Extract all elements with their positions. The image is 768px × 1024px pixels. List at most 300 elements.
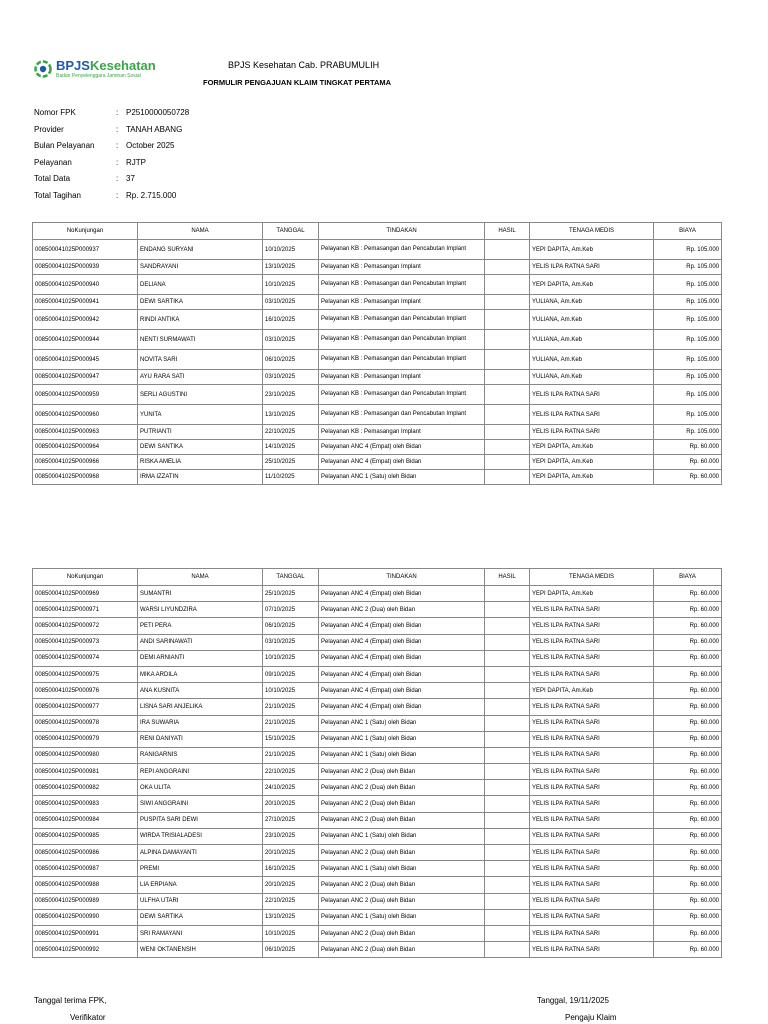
table-row xyxy=(33,310,722,330)
table-row xyxy=(33,764,722,780)
cell-result xyxy=(485,385,530,405)
summary-value: October 2025 xyxy=(126,141,175,150)
cell-cost: Rp. 60.000 xyxy=(654,796,722,812)
cell-result xyxy=(485,470,530,485)
cell-visit-date: 16/10/2025 xyxy=(263,310,319,330)
cell-medical-staff: YELIS ILPA RATNA SARI xyxy=(530,602,654,618)
summary-row xyxy=(34,125,189,142)
table-row xyxy=(33,699,722,715)
cell-cost: Rp. 60.000 xyxy=(654,699,722,715)
cell-cost: Rp. 105.000 xyxy=(654,295,722,310)
cell-result xyxy=(485,731,530,747)
cell-result xyxy=(485,350,530,370)
table-row xyxy=(33,828,722,844)
table-row xyxy=(33,925,722,941)
summary-colon: : xyxy=(116,124,119,134)
column-header-cost: BIAYA xyxy=(654,223,722,240)
bpjs-logo-icon xyxy=(34,60,52,78)
cell-cost: Rp. 105.000 xyxy=(654,425,722,440)
cell-visit-number: 008500041025P000959 xyxy=(33,385,138,405)
cell-procedure: Pelayanan ANC 2 (Dua) oleh Bidan xyxy=(319,893,485,909)
cell-patient-name: IRA SUWARIA xyxy=(138,715,263,731)
cell-visit-date: 03/10/2025 xyxy=(263,634,319,650)
cell-medical-staff: YELIS ILPA RATNA SARI xyxy=(530,715,654,731)
cell-cost: Rp. 60.000 xyxy=(654,764,722,780)
table-row xyxy=(33,650,722,666)
table-row xyxy=(33,470,722,485)
cell-cost: Rp. 105.000 xyxy=(654,330,722,350)
cell-procedure: Pelayanan ANC 4 (Empat) oleh Bidan xyxy=(319,455,485,470)
summary-value: P2510000050728 xyxy=(126,108,190,117)
cell-visit-number: 008500041025P000971 xyxy=(33,602,138,618)
cell-medical-staff: YELIS ILPA RATNA SARI xyxy=(530,747,654,763)
cell-visit-date: 14/10/2025 xyxy=(263,440,319,455)
cell-result xyxy=(485,780,530,796)
cell-result xyxy=(485,796,530,812)
cell-cost: Rp. 105.000 xyxy=(654,275,722,295)
cell-medical-staff: YULIANA, Am.Keb xyxy=(530,330,654,350)
cell-visit-date: 03/10/2025 xyxy=(263,295,319,310)
bpjs-logo xyxy=(34,58,184,84)
cell-patient-name: PETI PERA xyxy=(138,618,263,634)
column-header-result: HASIL xyxy=(485,223,530,240)
cell-patient-name: DELIANA xyxy=(138,275,263,295)
cell-procedure: Pelayanan KB : Pemasangan Implant xyxy=(319,260,485,275)
cell-result xyxy=(485,845,530,861)
claims-table-1 xyxy=(32,222,722,485)
cell-cost: Rp. 60.000 xyxy=(654,586,722,602)
cell-medical-staff: YELIS ILPA RATNA SARI xyxy=(530,925,654,941)
table-row xyxy=(33,861,722,877)
verifier-label: Verifikator xyxy=(70,1013,106,1022)
cell-visit-date: 24/10/2025 xyxy=(263,780,319,796)
cell-medical-staff: YULIANA, Am.Keb xyxy=(530,370,654,385)
summary-label: Total Data xyxy=(34,174,71,183)
cell-procedure: Pelayanan ANC 2 (Dua) oleh Bidan xyxy=(319,925,485,941)
cell-procedure: Pelayanan ANC 4 (Empat) oleh Bidan xyxy=(319,650,485,666)
table-row xyxy=(33,618,722,634)
form-title: FORMULIR PENGAJUAN KLAIM TINGKAT PERTAMA xyxy=(203,78,392,87)
table-row xyxy=(33,942,722,958)
column-header-visit-date: TANGGAL xyxy=(263,223,319,240)
cell-cost: Rp. 60.000 xyxy=(654,666,722,682)
cell-result xyxy=(485,893,530,909)
cell-procedure: Pelayanan KB : Pemasangan dan Pencabutan Implant xyxy=(319,405,485,425)
cell-patient-name: MIKA ARDILA xyxy=(138,666,263,682)
cell-visit-date: 10/10/2025 xyxy=(263,275,319,295)
cell-visit-date: 22/10/2025 xyxy=(263,764,319,780)
cell-medical-staff: YEPI DAPITA, Am.Keb xyxy=(530,470,654,485)
cell-visit-date: 20/10/2025 xyxy=(263,877,319,893)
cell-cost: Rp. 60.000 xyxy=(654,812,722,828)
cell-medical-staff: YEPI DAPITA, Am.Keb xyxy=(530,275,654,295)
cell-patient-name: DEWI SARTIKA xyxy=(138,295,263,310)
cell-cost: Rp. 105.000 xyxy=(654,240,722,260)
cell-visit-date: 23/10/2025 xyxy=(263,385,319,405)
cell-result xyxy=(485,260,530,275)
cell-patient-name: PUSPITA SARI DEWI xyxy=(138,812,263,828)
cell-procedure: Pelayanan ANC 2 (Dua) oleh Bidan xyxy=(319,780,485,796)
cell-medical-staff: YEPI DAPITA, Am.Keb xyxy=(530,455,654,470)
summary-colon: : xyxy=(116,190,119,200)
cell-visit-number: 008500041025P000991 xyxy=(33,925,138,941)
cell-procedure: Pelayanan ANC 2 (Dua) oleh Bidan xyxy=(319,845,485,861)
cell-visit-number: 008500041025P000982 xyxy=(33,780,138,796)
cell-medical-staff: YELIS ILPA RATNA SARI xyxy=(530,845,654,861)
cell-procedure: Pelayanan KB : Pemasangan dan Pencabutan Implant xyxy=(319,240,485,260)
logo-brand: BPJSKesehatan xyxy=(56,58,156,73)
cell-patient-name: YUNITA xyxy=(138,405,263,425)
table-row xyxy=(33,385,722,405)
cell-visit-number: 008500041025P000990 xyxy=(33,909,138,925)
cell-visit-number: 008500041025P000964 xyxy=(33,440,138,455)
summary-row xyxy=(34,174,189,191)
cell-visit-date: 27/10/2025 xyxy=(263,812,319,828)
cell-result xyxy=(485,812,530,828)
cell-procedure: Pelayanan KB : Pemasangan dan Pencabutan Implant xyxy=(319,310,485,330)
summary-value: 37 xyxy=(126,174,135,183)
column-header-visit-number: NoKunjungan xyxy=(33,569,138,586)
cell-patient-name: ALPINA DAMAYANTI xyxy=(138,845,263,861)
cell-cost: Rp. 60.000 xyxy=(654,893,722,909)
cell-visit-date: 07/10/2025 xyxy=(263,602,319,618)
cell-cost: Rp. 105.000 xyxy=(654,260,722,275)
applicant-label: Pengaju Klaim xyxy=(565,1013,617,1022)
cell-visit-date: 13/10/2025 xyxy=(263,405,319,425)
cell-patient-name: SANDRAYANI xyxy=(138,260,263,275)
cell-cost: Rp. 60.000 xyxy=(654,747,722,763)
claim-summary xyxy=(34,108,189,207)
cell-procedure: Pelayanan ANC 2 (Dua) oleh Bidan xyxy=(319,602,485,618)
cell-cost: Rp. 60.000 xyxy=(654,877,722,893)
table-row xyxy=(33,731,722,747)
cell-result xyxy=(485,715,530,731)
cell-patient-name: NENTI SURMAWATI xyxy=(138,330,263,350)
cell-visit-date: 10/10/2025 xyxy=(263,240,319,260)
cell-visit-number: 008500041025P000988 xyxy=(33,877,138,893)
cell-procedure: Pelayanan KB : Pemasangan Implant xyxy=(319,370,485,385)
cell-cost: Rp. 60.000 xyxy=(654,602,722,618)
table-row xyxy=(33,634,722,650)
summary-row xyxy=(34,158,189,175)
cell-visit-date: 20/10/2025 xyxy=(263,845,319,861)
table-row xyxy=(33,845,722,861)
cell-cost: Rp. 60.000 xyxy=(654,440,722,455)
cell-result xyxy=(485,925,530,941)
cell-result xyxy=(485,861,530,877)
cell-result xyxy=(485,330,530,350)
received-date-label: Tanggal terima FPK, xyxy=(34,996,107,1005)
cell-visit-number: 008500041025P000966 xyxy=(33,455,138,470)
cell-result xyxy=(485,666,530,682)
cell-cost: Rp. 60.000 xyxy=(654,828,722,844)
column-header-procedure: TINDAKAN xyxy=(319,223,485,240)
cell-cost: Rp. 60.000 xyxy=(654,909,722,925)
table-row xyxy=(33,780,722,796)
cell-patient-name: ENDANG SURYANI xyxy=(138,240,263,260)
cell-medical-staff: YELIS ILPA RATNA SARI xyxy=(530,893,654,909)
table-row xyxy=(33,405,722,425)
cell-cost: Rp. 105.000 xyxy=(654,310,722,330)
cell-patient-name: ULFHA UTARI xyxy=(138,893,263,909)
cell-medical-staff: YULIANA, Am.Keb xyxy=(530,350,654,370)
table-row xyxy=(33,275,722,295)
cell-medical-staff: YELIS ILPA RATNA SARI xyxy=(530,909,654,925)
cell-visit-date: 16/10/2025 xyxy=(263,861,319,877)
cell-visit-number: 008500041025P000975 xyxy=(33,666,138,682)
cell-procedure: Pelayanan ANC 2 (Dua) oleh Bidan xyxy=(319,764,485,780)
cell-procedure: Pelayanan ANC 2 (Dua) oleh Bidan xyxy=(319,942,485,958)
cell-cost: Rp. 60.000 xyxy=(654,845,722,861)
cell-cost: Rp. 60.000 xyxy=(654,650,722,666)
cell-medical-staff: YELIS ILPA RATNA SARI xyxy=(530,764,654,780)
cell-result xyxy=(485,370,530,385)
cell-result xyxy=(485,602,530,618)
cell-patient-name: WARSI LIYUNDZIRA xyxy=(138,602,263,618)
cell-medical-staff: YULIANA, Am.Keb xyxy=(530,310,654,330)
cell-patient-name: SERLI AGUSTINI xyxy=(138,385,263,405)
cell-patient-name: SUMANTRI xyxy=(138,586,263,602)
cell-visit-number: 008500041025P000984 xyxy=(33,812,138,828)
cell-medical-staff: YEPI DAPITA, Am.Keb xyxy=(530,240,654,260)
cell-patient-name: ANA KUSNITA xyxy=(138,683,263,699)
cell-visit-date: 21/10/2025 xyxy=(263,699,319,715)
cell-visit-number: 008500041025P000941 xyxy=(33,295,138,310)
cell-procedure: Pelayanan ANC 2 (Dua) oleh Bidan xyxy=(319,877,485,893)
summary-colon: : xyxy=(116,108,119,117)
cell-visit-number: 008500041025P000969 xyxy=(33,586,138,602)
cell-visit-date: 13/10/2025 xyxy=(263,260,319,275)
cell-visit-date: 03/10/2025 xyxy=(263,370,319,385)
logo-subtitle: Badan Penyelenggara Jaminan Sosial xyxy=(56,73,141,79)
cell-result xyxy=(485,425,530,440)
claims-table-2 xyxy=(32,568,722,958)
summary-label: Bulan Pelayanan xyxy=(34,141,95,150)
cell-result xyxy=(485,440,530,455)
cell-patient-name: RANIGARNIS xyxy=(138,747,263,763)
cell-patient-name: OKA ULITA xyxy=(138,780,263,796)
cell-medical-staff: YELIS ILPA RATNA SARI xyxy=(530,861,654,877)
table-row xyxy=(33,666,722,682)
table-row xyxy=(33,295,722,310)
cell-procedure: Pelayanan KB : Pemasangan dan Pencabutan Implant xyxy=(319,350,485,370)
cell-patient-name: IRMA IZZATIN xyxy=(138,470,263,485)
cell-cost: Rp. 60.000 xyxy=(654,683,722,699)
cell-visit-number: 008500041025P000963 xyxy=(33,425,138,440)
cell-patient-name: DEMI ARNIANTI xyxy=(138,650,263,666)
table-row xyxy=(33,425,722,440)
cell-patient-name: SRI RAMAYANI xyxy=(138,925,263,941)
cell-patient-name: REPI ANGGRAINI xyxy=(138,764,263,780)
table-row xyxy=(33,455,722,470)
cell-result xyxy=(485,764,530,780)
cell-patient-name: WIRDA TRISIALADESI xyxy=(138,828,263,844)
cell-visit-date: 10/10/2025 xyxy=(263,650,319,666)
summary-row xyxy=(34,108,189,125)
cell-result xyxy=(485,275,530,295)
summary-value: Rp. 2.715.000 xyxy=(126,190,177,200)
summary-row xyxy=(34,141,189,158)
cell-visit-date: 11/10/2025 xyxy=(263,470,319,485)
cell-result xyxy=(485,683,530,699)
cell-cost: Rp. 60.000 xyxy=(654,925,722,941)
cell-visit-date: 13/10/2025 xyxy=(263,909,319,925)
table-row xyxy=(33,683,722,699)
column-header-cost: BIAYA xyxy=(654,569,722,586)
cell-result xyxy=(485,295,530,310)
cell-cost: Rp. 105.000 xyxy=(654,405,722,425)
cell-visit-number: 008500041025P000968 xyxy=(33,470,138,485)
summary-row xyxy=(34,191,189,208)
cell-result xyxy=(485,650,530,666)
table-row xyxy=(33,715,722,731)
cell-visit-number: 008500041025P000986 xyxy=(33,845,138,861)
cell-cost: Rp. 105.000 xyxy=(654,385,722,405)
cell-patient-name: RISKA AMELIA xyxy=(138,455,263,470)
cell-visit-date: 22/10/2025 xyxy=(263,893,319,909)
cell-medical-staff: YELIS ILPA RATNA SARI xyxy=(530,828,654,844)
cell-visit-date: 06/10/2025 xyxy=(263,942,319,958)
table-row xyxy=(33,370,722,385)
summary-colon: : xyxy=(116,174,119,183)
cell-cost: Rp. 60.000 xyxy=(654,618,722,634)
cell-patient-name: AYU RARA SATI xyxy=(138,370,263,385)
cell-cost: Rp. 60.000 xyxy=(654,715,722,731)
column-header-procedure: TINDAKAN xyxy=(319,569,485,586)
cell-patient-name: DEWI SARTIKA xyxy=(138,909,263,925)
cell-medical-staff: YELIS ILPA RATNA SARI xyxy=(530,618,654,634)
cell-visit-number: 008500041025P000940 xyxy=(33,275,138,295)
summary-label: Pelayanan xyxy=(34,157,72,167)
cell-procedure: Pelayanan KB : Pemasangan dan Pencabutan Implant xyxy=(319,385,485,405)
cell-result xyxy=(485,455,530,470)
cell-result xyxy=(485,828,530,844)
cell-visit-number: 008500041025P000981 xyxy=(33,764,138,780)
cell-medical-staff: YELIS ILPA RATNA SARI xyxy=(530,260,654,275)
cell-visit-date: 09/10/2025 xyxy=(263,666,319,682)
cell-result xyxy=(485,634,530,650)
table-row xyxy=(33,260,722,275)
cell-result xyxy=(485,240,530,260)
cell-medical-staff: YELIS ILPA RATNA SARI xyxy=(530,385,654,405)
cell-medical-staff: YELIS ILPA RATNA SARI xyxy=(530,877,654,893)
cell-visit-number: 008500041025P000983 xyxy=(33,796,138,812)
cell-medical-staff: YELIS ILPA RATNA SARI xyxy=(530,405,654,425)
cell-procedure: Pelayanan ANC 1 (Satu) oleh Bidan xyxy=(319,731,485,747)
table-row xyxy=(33,812,722,828)
cell-medical-staff: YELIS ILPA RATNA SARI xyxy=(530,942,654,958)
cell-medical-staff: YEPI DAPITA, Am.Keb xyxy=(530,586,654,602)
cell-visit-date: 06/10/2025 xyxy=(263,618,319,634)
cell-cost: Rp. 60.000 xyxy=(654,780,722,796)
cell-visit-date: 20/10/2025 xyxy=(263,796,319,812)
cell-procedure: Pelayanan ANC 4 (Empat) oleh Bidan xyxy=(319,440,485,455)
cell-result xyxy=(485,405,530,425)
cell-patient-name: ANDI SARINAWATI xyxy=(138,634,263,650)
cell-medical-staff: YELIS ILPA RATNA SARI xyxy=(530,650,654,666)
cell-visit-date: 23/10/2025 xyxy=(263,828,319,844)
summary-value: RJTP xyxy=(126,157,146,167)
cell-procedure: Pelayanan ANC 4 (Empat) oleh Bidan xyxy=(319,666,485,682)
cell-procedure: Pelayanan ANC 4 (Empat) oleh Bidan xyxy=(319,699,485,715)
cell-result xyxy=(485,699,530,715)
cell-result xyxy=(485,618,530,634)
column-header-visit-number: NoKunjungan xyxy=(33,223,138,240)
summary-colon: : xyxy=(116,157,119,167)
cell-procedure: Pelayanan KB : Pemasangan dan Pencabutan Implant xyxy=(319,275,485,295)
cell-visit-number: 008500041025P000985 xyxy=(33,828,138,844)
cell-visit-number: 008500041025P000976 xyxy=(33,683,138,699)
cell-patient-name: RENI DANIYATI xyxy=(138,731,263,747)
cell-medical-staff: YEPI DAPITA, Am.Keb xyxy=(530,440,654,455)
cell-cost: Rp. 60.000 xyxy=(654,861,722,877)
cell-result xyxy=(485,877,530,893)
cell-procedure: Pelayanan ANC 2 (Dua) oleh Bidan xyxy=(319,812,485,828)
cell-patient-name: PREMI xyxy=(138,861,263,877)
cell-visit-number: 008500041025P000942 xyxy=(33,310,138,330)
cell-procedure: Pelayanan ANC 1 (Satu) oleh Bidan xyxy=(319,715,485,731)
cell-patient-name: LISNA SARI ANJELIKA xyxy=(138,699,263,715)
cell-visit-date: 15/10/2025 xyxy=(263,731,319,747)
cell-medical-staff: YELIS ILPA RATNA SARI xyxy=(530,425,654,440)
column-header-medical-staff: TENAGA MEDIS xyxy=(530,569,654,586)
cell-procedure: Pelayanan KB : Pemasangan dan Pencabutan Implant xyxy=(319,330,485,350)
table-row xyxy=(33,602,722,618)
cell-patient-name: SIWI ANGGRAINI xyxy=(138,796,263,812)
cell-visit-date: 25/10/2025 xyxy=(263,586,319,602)
summary-colon: : xyxy=(116,141,119,150)
cell-visit-number: 008500041025P000989 xyxy=(33,893,138,909)
cell-patient-name: DEWI SANTIKA xyxy=(138,440,263,455)
cell-patient-name: WENI OKTANENSIH xyxy=(138,942,263,958)
cell-patient-name: RINDI ANTIKA xyxy=(138,310,263,330)
cell-result xyxy=(485,310,530,330)
cell-medical-staff: YULIANA, Am.Keb xyxy=(530,295,654,310)
table-row xyxy=(33,747,722,763)
summary-label: Nomor FPK xyxy=(34,108,76,117)
cell-patient-name: LIA ERPIANA xyxy=(138,877,263,893)
table-header-row xyxy=(33,223,722,240)
column-header-visit-date: TANGGAL xyxy=(263,569,319,586)
cell-visit-number: 008500041025P000939 xyxy=(33,260,138,275)
cell-procedure: Pelayanan ANC 4 (Empat) oleh Bidan xyxy=(319,683,485,699)
cell-visit-number: 008500041025P000945 xyxy=(33,350,138,370)
cell-medical-staff: YELIS ILPA RATNA SARI xyxy=(530,699,654,715)
cell-patient-name: NOVITA SARI xyxy=(138,350,263,370)
cell-procedure: Pelayanan ANC 4 (Empat) oleh Bidan xyxy=(319,586,485,602)
cell-patient-name: PUTRIANTI xyxy=(138,425,263,440)
table-header-row xyxy=(33,569,722,586)
cell-medical-staff: YELIS ILPA RATNA SARI xyxy=(530,666,654,682)
cell-procedure: Pelayanan ANC 1 (Satu) oleh Bidan xyxy=(319,470,485,485)
cell-procedure: Pelayanan ANC 4 (Empat) oleh Bidan xyxy=(319,618,485,634)
cell-visit-number: 008500041025P000992 xyxy=(33,942,138,958)
cell-visit-number: 008500041025P000977 xyxy=(33,699,138,715)
summary-label: Total Tagihan xyxy=(34,190,81,200)
signed-date: Tanggal, 19/11/2025 xyxy=(537,996,609,1005)
cell-visit-date: 03/10/2025 xyxy=(263,330,319,350)
cell-visit-number: 008500041025P000944 xyxy=(33,330,138,350)
table-row xyxy=(33,240,722,260)
column-header-medical-staff: TENAGA MEDIS xyxy=(530,223,654,240)
summary-label: Provider xyxy=(34,124,64,134)
cell-medical-staff: YEPI DAPITA, Am.Keb xyxy=(530,683,654,699)
summary-value: TANAH ABANG xyxy=(126,124,183,134)
table-row xyxy=(33,877,722,893)
cell-visit-date: 21/10/2025 xyxy=(263,715,319,731)
table-row xyxy=(33,796,722,812)
cell-visit-number: 008500041025P000974 xyxy=(33,650,138,666)
